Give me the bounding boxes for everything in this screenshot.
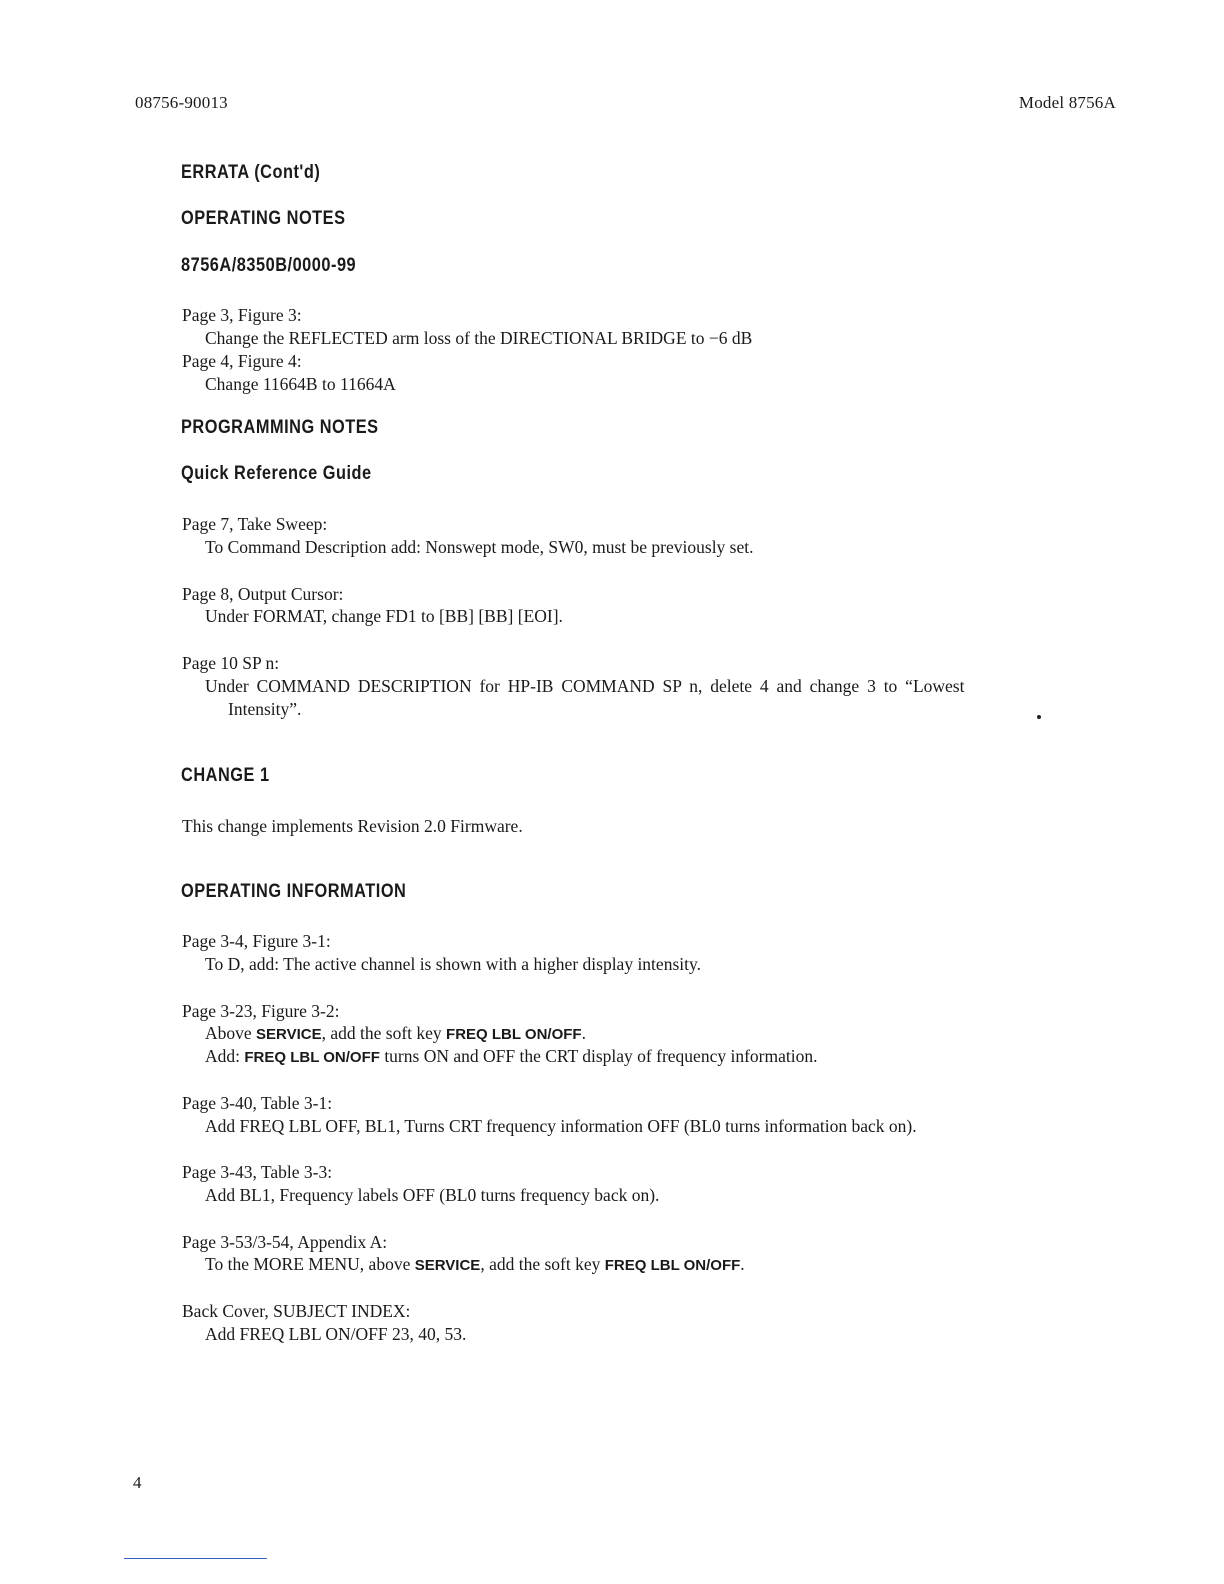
info-ref-6: Back Cover, SUBJECT INDEX: (182, 1301, 411, 1321)
info-text-5 (205, 1253, 745, 1277)
service-softkey-label: SERVICE (414, 1257, 481, 1274)
info-text-6: Add FREQ LBL ON/OFF 23, 40, 53. (205, 1324, 467, 1344)
service-softkey-label: SERVICE (256, 1026, 322, 1043)
info-text-1: To D, add: The active channel is shown with a higher display intensity. (205, 954, 701, 974)
programming-text-1: To Command Description add: Nonswept mode, SW0, must be previously set. (205, 537, 754, 557)
info-ref-2: Page 3-23, Figure 3-2: (182, 1001, 340, 1021)
text-run: To the MORE MENU, above (205, 1254, 415, 1274)
info-ref-1: Page 3-4, Figure 3-1: (182, 931, 331, 951)
text-run: Above (205, 1023, 257, 1043)
freq-lbl-softkey-label: FREQ LBL ON/OFF (244, 1049, 380, 1066)
errata-subtitle: 8756A/8350B/0000-99 (181, 255, 357, 276)
page-number: 4 (133, 1473, 142, 1492)
text-run: , add the soft key (321, 1023, 447, 1043)
model-name: Model 8756A (1018, 93, 1116, 112)
stray-mark (1037, 715, 1041, 719)
programming-text-3-cont: Intensity”. (228, 699, 302, 719)
text-run: Add: (205, 1046, 245, 1066)
errata-ref-2: Page 4, Figure 4: (182, 351, 302, 371)
info-text-4: Add BL1, Frequency labels OFF (BL0 turns frequency back on). (205, 1185, 660, 1205)
freq-lbl-softkey-label: FREQ LBL ON/OFF (604, 1257, 741, 1274)
change-1-text: This change implements Revision 2.0 Firmware. (182, 816, 523, 836)
errata-text-1: Change the REFLECTED arm loss of the DIRECTIONAL BRIDGE to −6 dB (205, 328, 753, 348)
errata-ref-1: Page 3, Figure 3: (182, 305, 302, 325)
text-run: . (581, 1023, 586, 1043)
bottom-rule (124, 1558, 267, 1559)
errata-text-2: Change 11664B to 11664A (205, 374, 396, 394)
info-text-3: Add FREQ LBL OFF, BL1, Turns CRT frequency information OFF (BL0 turns information back on). (205, 1116, 917, 1136)
operating-information-heading: OPERATING INFORMATION (181, 881, 407, 902)
info-ref-3: Page 3-40, Table 3-1: (182, 1093, 333, 1113)
programming-text-2: Under FORMAT, change FD1 to [BB] [BB] [EOI]. (205, 606, 563, 626)
errata-heading: ERRATA (Cont'd) (181, 162, 321, 183)
programming-text-3: Under COMMAND DESCRIPTION for HP-IB COMMAND SP n, delete 4 and change 3 to “Lowest (205, 676, 965, 696)
text-run: , add the soft key (480, 1254, 605, 1274)
programming-ref-1: Page 7, Take Sweep: (182, 514, 328, 534)
info-text-2a (205, 1022, 586, 1046)
quick-reference-heading: Quick Reference Guide (181, 463, 372, 484)
document-number: 08756-90013 (135, 93, 228, 112)
info-text-2b (205, 1045, 817, 1069)
info-ref-5: Page 3-53/3-54, Appendix A: (182, 1232, 388, 1252)
operating-notes-heading: OPERATING NOTES (181, 208, 346, 229)
programming-notes-heading: PROGRAMMING NOTES (181, 417, 379, 438)
programming-ref-3: Page 10 SP n: (182, 653, 280, 673)
freq-lbl-softkey-label: FREQ LBL ON/OFF (446, 1026, 582, 1043)
text-run: turns ON and OFF the CRT display of frequency information. (379, 1046, 818, 1066)
programming-ref-2: Page 8, Output Cursor: (182, 584, 344, 604)
text-run: . (740, 1254, 745, 1274)
change-1-heading: CHANGE 1 (181, 765, 270, 786)
info-ref-4: Page 3-43, Table 3-3: (182, 1162, 333, 1182)
